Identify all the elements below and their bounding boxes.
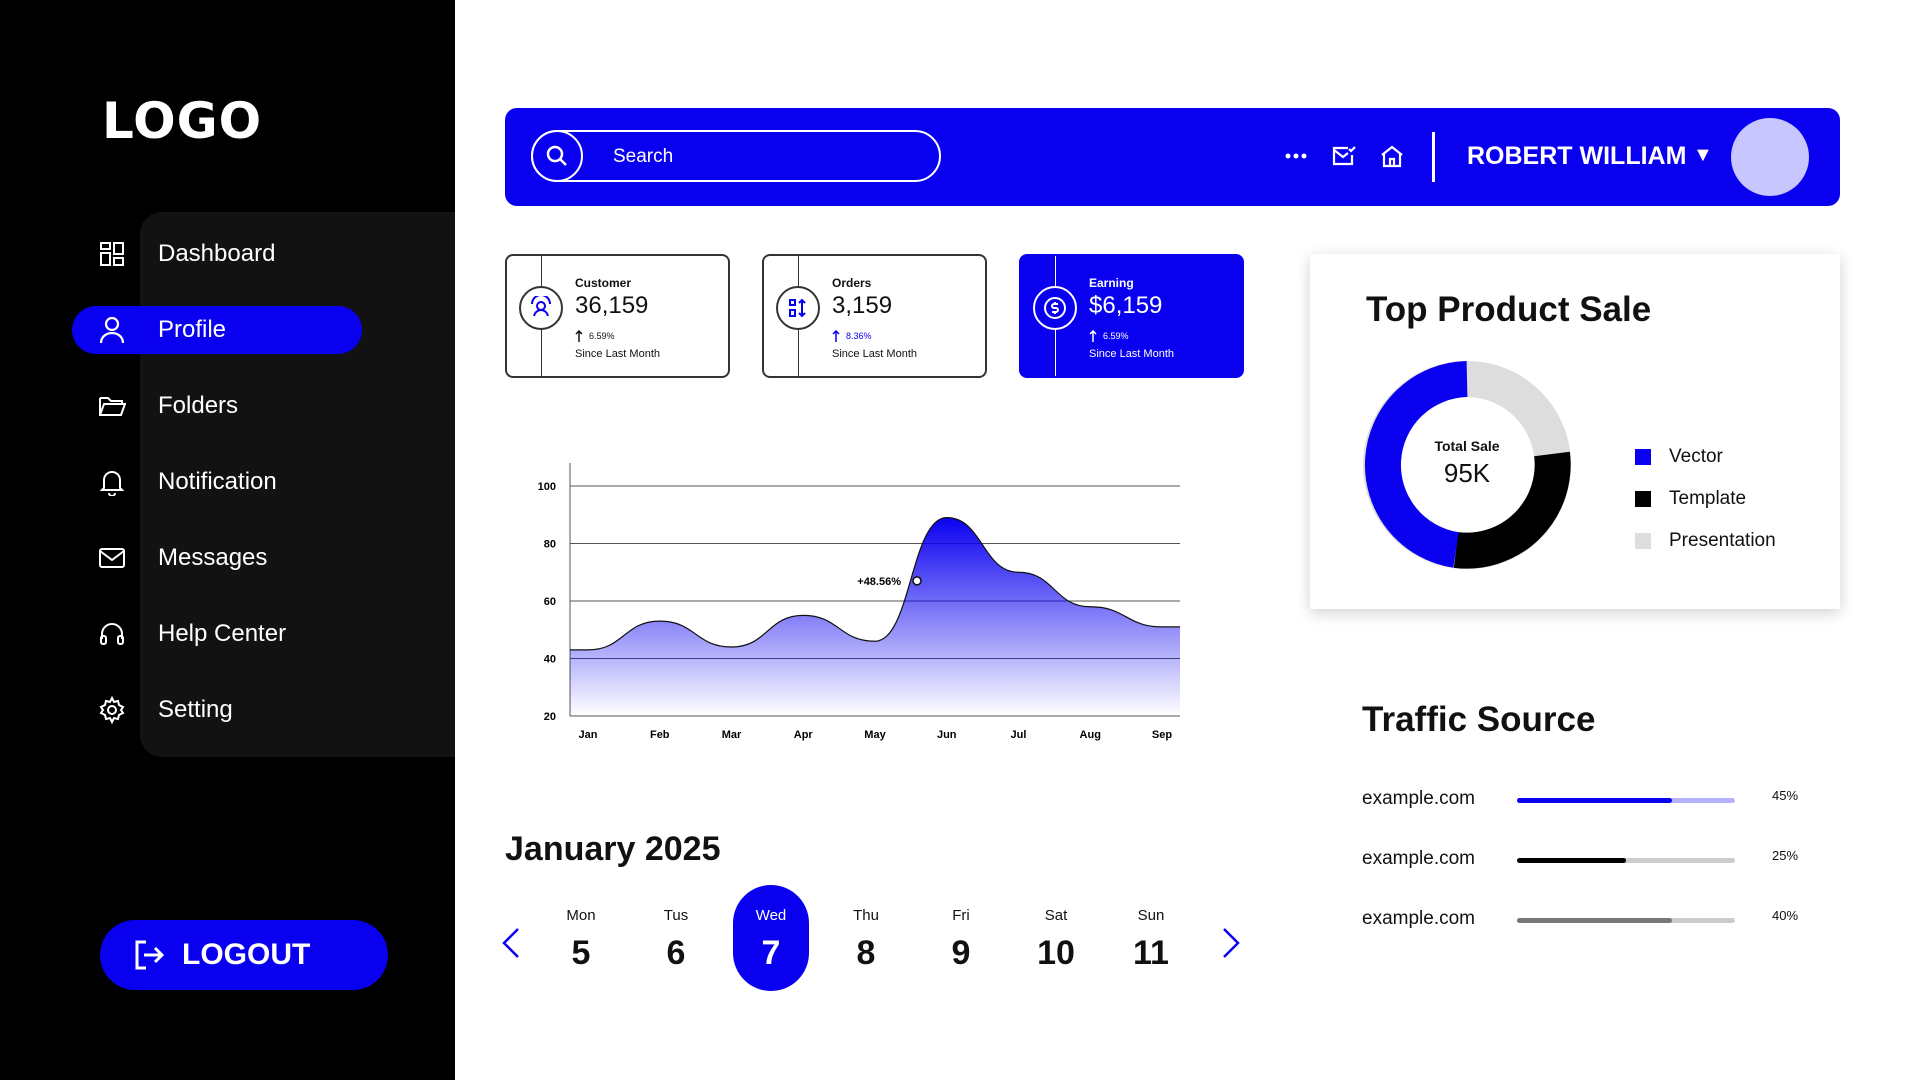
- donut-total-label: Total Sale: [1434, 438, 1500, 454]
- calendar-day-name: Sun: [1137, 907, 1165, 924]
- legend-swatch: [1635, 449, 1651, 465]
- traffic-percent: 25%: [1772, 848, 1799, 863]
- traffic-progress-track: [1517, 918, 1735, 923]
- search-icon[interactable]: [531, 130, 583, 182]
- traffic-row: [1362, 786, 1812, 816]
- calendar-day-date: 11: [1133, 934, 1169, 972]
- calendar-day-name: Thu: [853, 907, 879, 924]
- stat-label: Customer: [575, 276, 632, 290]
- calendar-day-date: 9: [951, 934, 971, 972]
- calendar-day[interactable]: [638, 885, 714, 991]
- y-tick-label: 100: [537, 481, 556, 493]
- logout-icon: [132, 938, 166, 972]
- sidebar-item-folders[interactable]: [72, 382, 362, 430]
- user-name[interactable]: ROBERT WILLIAM: [1467, 142, 1687, 170]
- sidebar-item-label: Help Center: [158, 620, 287, 647]
- sidebar-item-label: Folders: [158, 392, 239, 419]
- stat-label: Orders: [832, 276, 872, 290]
- x-tick-label: Feb: [649, 729, 670, 741]
- traffic-site[interactable]: example.com: [1362, 908, 1475, 929]
- calendar-day[interactable]: [733, 885, 809, 991]
- stat-change: [832, 330, 872, 342]
- product-sale-title: Top Product Sale: [1366, 290, 1652, 329]
- area-chart: [525, 458, 1205, 758]
- annotation-label: +48.56%: [857, 575, 901, 588]
- traffic-progress-track: [1517, 798, 1735, 803]
- sidebar-item-profile[interactable]: [72, 306, 362, 354]
- arrow-up-icon: [832, 330, 840, 342]
- calendar-day-name: Mon: [566, 907, 596, 924]
- calendar-day-name: Fri: [952, 907, 970, 924]
- y-tick-label: 40: [543, 653, 556, 666]
- stat-value: 36,159: [575, 292, 649, 319]
- calendar-day[interactable]: [923, 885, 999, 991]
- arrow-up-icon: [1089, 330, 1097, 342]
- top-bar: [505, 108, 1840, 206]
- area-fill: [570, 518, 1180, 716]
- y-tick-label: 80: [543, 538, 556, 551]
- traffic-row: [1362, 846, 1812, 876]
- traffic-progress-fill: [1517, 918, 1672, 923]
- x-tick-label: Sep: [1151, 729, 1173, 741]
- y-tick-label: 60: [543, 596, 556, 608]
- x-tick-label: Aug: [1079, 729, 1101, 741]
- top-icons: [1280, 138, 1408, 174]
- stat-change: [575, 330, 615, 342]
- calendar-day-name: Sat: [1044, 907, 1068, 924]
- mail-icon: [96, 542, 128, 574]
- legend-swatch: [1635, 491, 1651, 507]
- user-scan-icon: [519, 286, 563, 330]
- calendar-day-date: 6: [666, 934, 686, 972]
- user-icon: [96, 314, 128, 346]
- area-chart-svg: [525, 458, 1205, 758]
- dashboard-icon: [96, 238, 128, 270]
- bell-icon: [96, 466, 128, 498]
- sidebar-item-messages[interactable]: [72, 534, 362, 582]
- legend-item-vector: [1635, 446, 1723, 468]
- stat-change-value: 8.36%: [846, 331, 872, 341]
- headset-icon: [96, 618, 128, 650]
- sidebar: [0, 0, 455, 1080]
- sidebar-item-label: Notification: [158, 468, 277, 495]
- stat-value: $6,159: [1089, 292, 1163, 319]
- sidebar-item-label: Messages: [158, 544, 268, 571]
- chevron-down-icon[interactable]: ▼: [1693, 144, 1713, 166]
- sidebar-item-dashboard[interactable]: [72, 230, 362, 278]
- sidebar-item-help-center[interactable]: [72, 610, 362, 658]
- traffic-percent: 45%: [1772, 788, 1799, 803]
- chevron-right-icon[interactable]: [1220, 925, 1242, 971]
- stat-card-customer[interactable]: [505, 254, 730, 378]
- calendar-title: January 2025: [505, 830, 721, 868]
- traffic-row: [1362, 906, 1812, 936]
- avatar[interactable]: [1731, 118, 1809, 196]
- stat-since: Since Last Month: [575, 348, 660, 360]
- x-tick-label: Jan: [578, 729, 598, 741]
- traffic-progress-fill: [1517, 858, 1626, 863]
- legend-swatch: [1635, 533, 1651, 549]
- top-product-sale-card: [1310, 254, 1840, 609]
- legend-label: Presentation: [1669, 530, 1776, 551]
- stat-change-value: 6.59%: [1103, 331, 1129, 341]
- calendar-day[interactable]: [1018, 885, 1094, 991]
- arrow-up-icon: [575, 330, 583, 342]
- sidebar-item-label: Profile: [158, 316, 227, 343]
- traffic-source-title: Traffic Source: [1362, 700, 1596, 739]
- chevron-left-icon[interactable]: [500, 925, 522, 971]
- sidebar-item-label: Dashboard: [158, 240, 276, 267]
- traffic-progress-track: [1517, 858, 1735, 863]
- calendar-day[interactable]: [543, 885, 619, 991]
- calendar-day-date: 8: [856, 934, 876, 972]
- sidebar-item-setting[interactable]: [72, 686, 362, 734]
- traffic-percent: 40%: [1772, 908, 1799, 923]
- search-input[interactable]: [613, 142, 913, 172]
- sort-icon: [776, 286, 820, 330]
- sidebar-item-notification[interactable]: [72, 458, 362, 506]
- x-tick-label: Jun: [936, 729, 957, 741]
- logo: LOGO: [102, 92, 263, 150]
- x-tick-label: May: [864, 729, 886, 741]
- home-icon[interactable]: [1376, 138, 1408, 174]
- calendar-day-name: Wed: [755, 907, 787, 924]
- calendar-day[interactable]: [828, 885, 904, 991]
- stat-label: Earning: [1089, 276, 1134, 290]
- annotation-point: [913, 577, 921, 585]
- stat-card-orders[interactable]: [762, 254, 987, 378]
- stat-card-earning[interactable]: [1019, 254, 1244, 378]
- mail-check-icon[interactable]: [1328, 138, 1360, 174]
- stat-change: [1089, 330, 1129, 342]
- traffic-site[interactable]: example.com: [1362, 848, 1475, 869]
- sidebar-item-label: Setting: [158, 696, 233, 723]
- search-box[interactable]: [531, 130, 941, 182]
- legend-label: Vector: [1669, 446, 1723, 467]
- stat-since: Since Last Month: [1089, 348, 1174, 360]
- dollar-icon: [1033, 286, 1077, 330]
- calendar-day-name: Tus: [663, 907, 689, 924]
- gear-icon: [96, 694, 128, 726]
- legend-item-presentation: [1635, 530, 1776, 552]
- folder-icon: [96, 390, 128, 422]
- y-tick-label: 20: [543, 711, 556, 723]
- legend-label: Template: [1669, 488, 1747, 509]
- legend-item-template: [1635, 488, 1746, 510]
- logout-label: LOGOUT: [182, 938, 311, 971]
- traffic-site[interactable]: example.com: [1362, 788, 1475, 809]
- x-tick-label: Apr: [793, 729, 813, 741]
- stat-change-value: 6.59%: [589, 331, 615, 341]
- calendar-day-date: 5: [571, 934, 591, 972]
- traffic-progress-fill: [1517, 798, 1672, 803]
- stat-since: Since Last Month: [832, 348, 917, 360]
- header-divider: [1432, 132, 1435, 182]
- logout-button[interactable]: [100, 920, 388, 990]
- x-tick-label: Jul: [1010, 729, 1027, 741]
- more-icon[interactable]: [1280, 138, 1312, 174]
- stat-value: 3,159: [832, 292, 893, 319]
- calendar-day[interactable]: [1113, 885, 1189, 991]
- calendar-day-date: 7: [761, 934, 781, 972]
- x-tick-label: Mar: [721, 729, 742, 741]
- calendar-day-date: 10: [1037, 934, 1075, 972]
- donut-total-value: 95K: [1443, 458, 1491, 488]
